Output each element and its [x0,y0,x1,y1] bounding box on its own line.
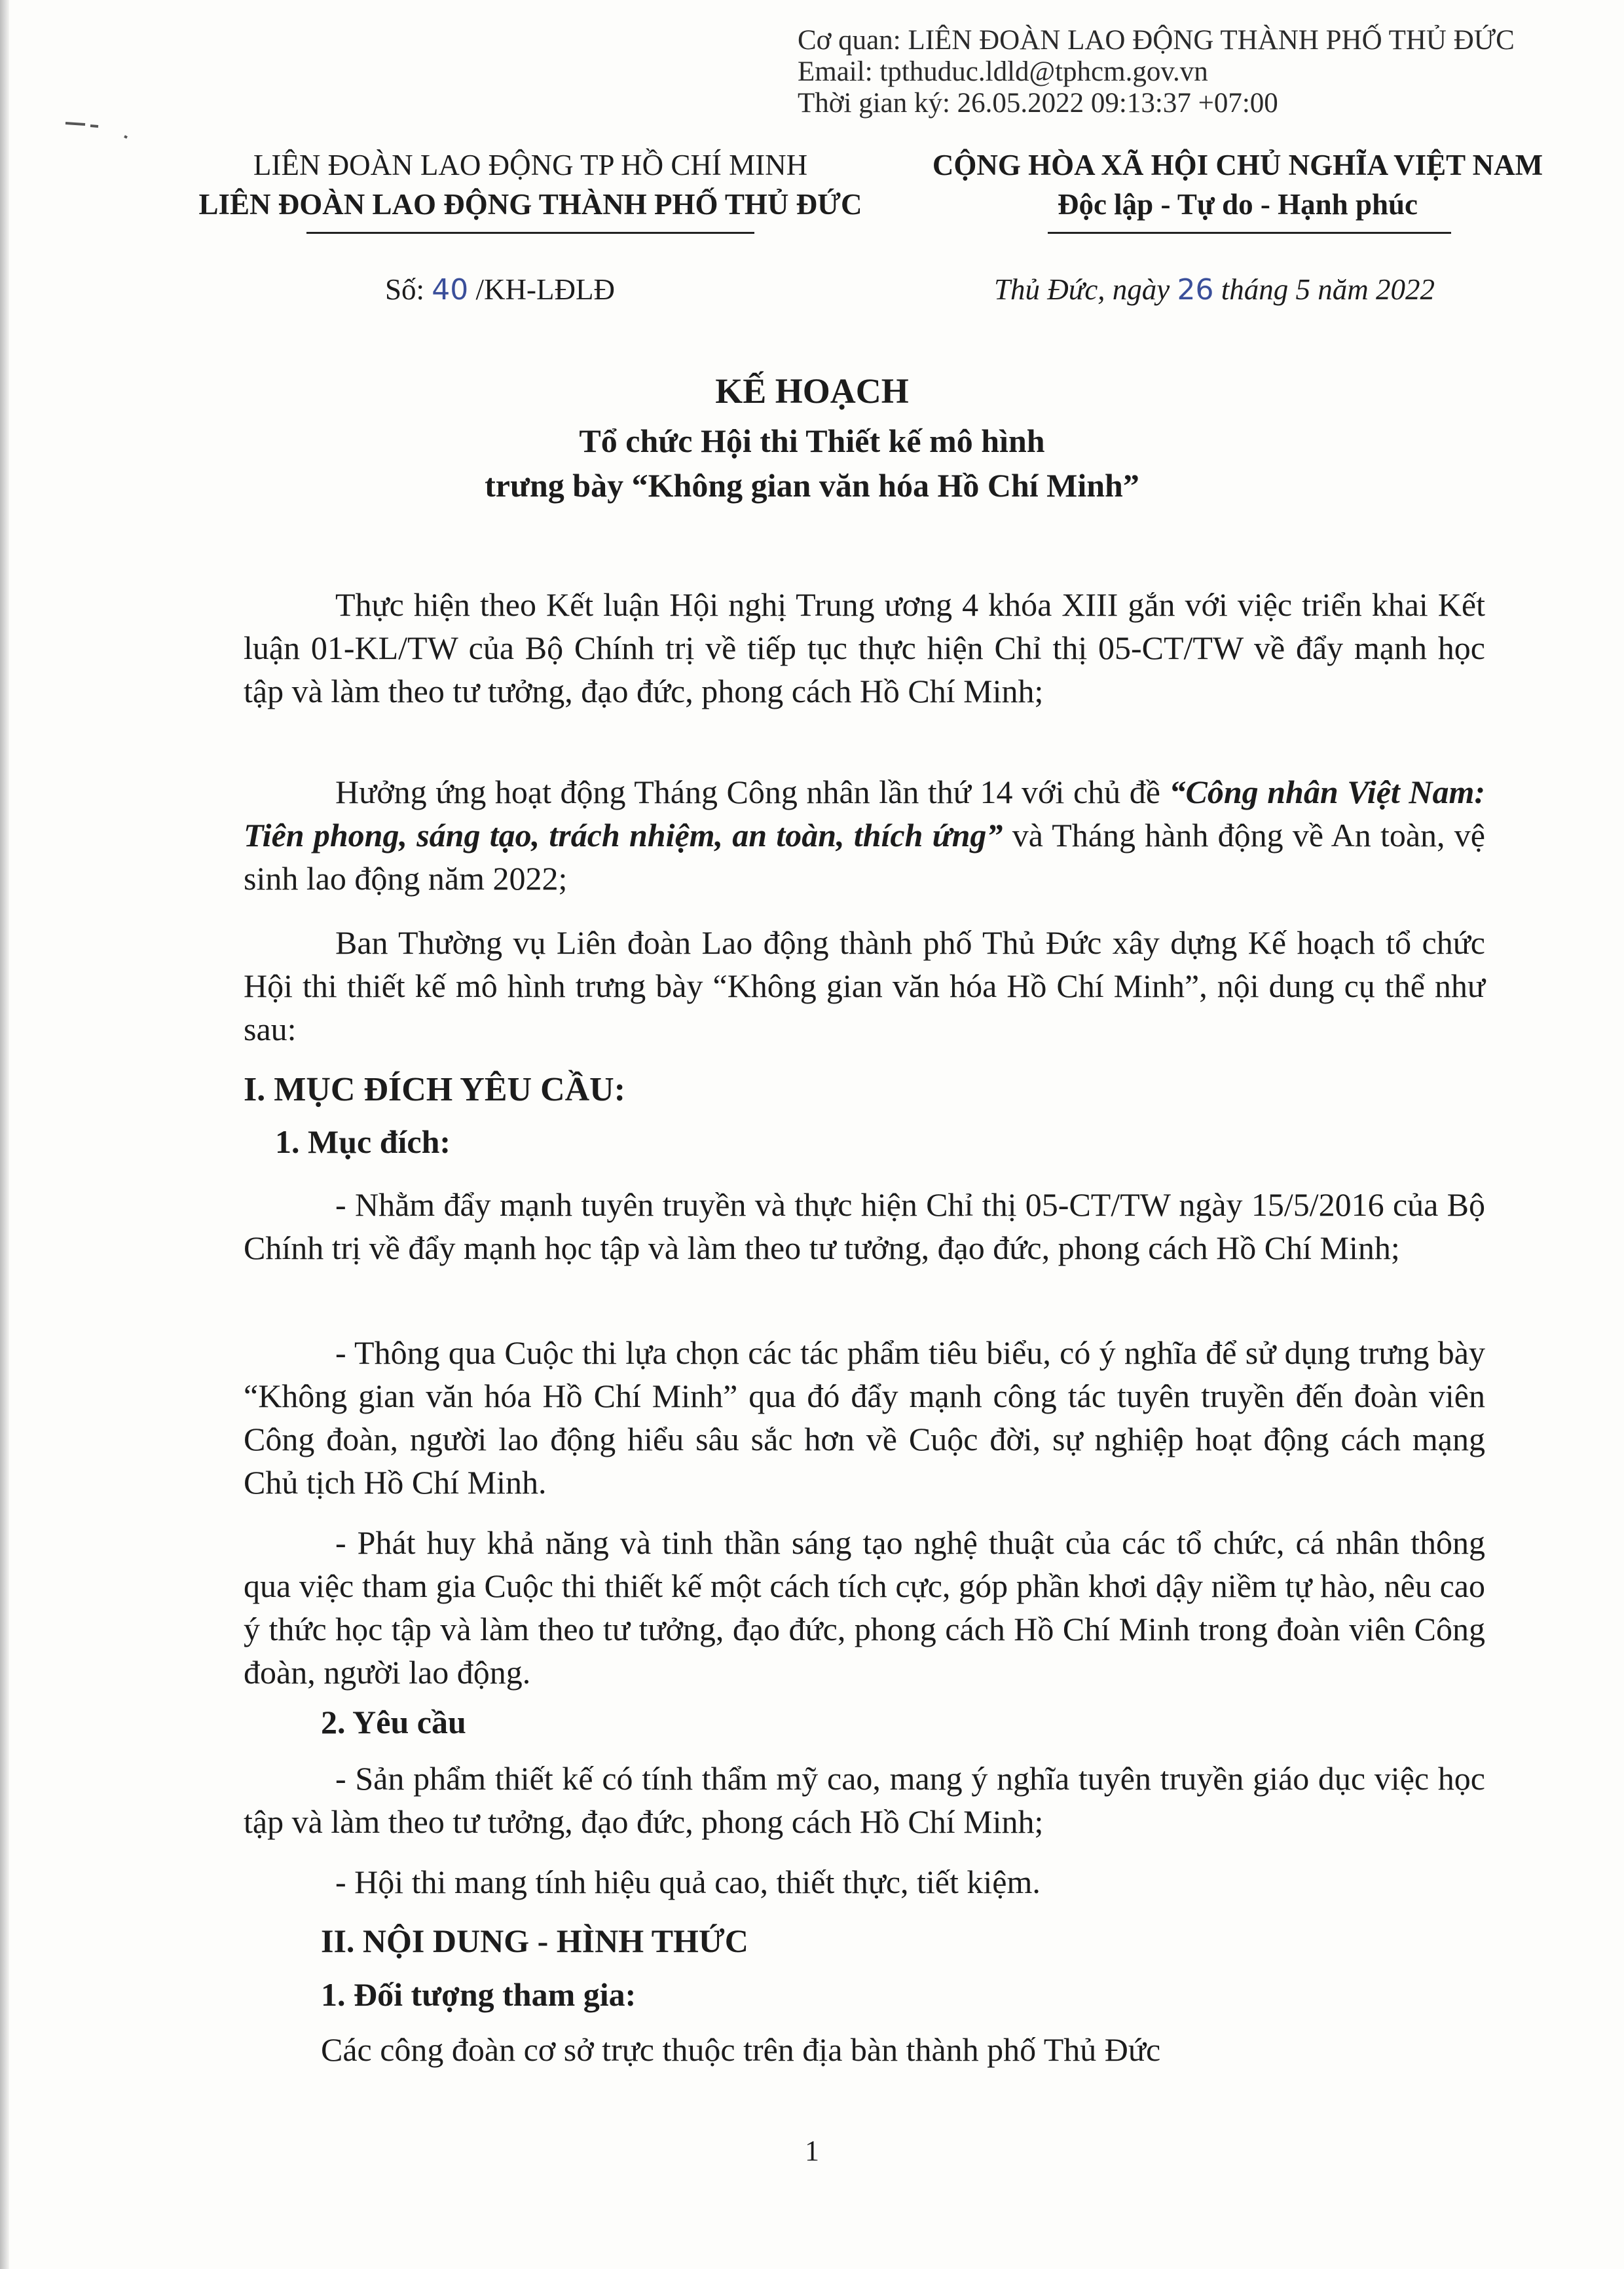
subheading-purpose: 1. Mục đích: [275,1123,451,1160]
motto-underline [1048,232,1451,234]
paragraph-5: - Thông qua Cuộc thi lựa chọn các tác phẩm tiêu biểu, có ý nghĩa để sử dụng trưng bày “Không gian văn hóa Hồ Chí Minh” qua đó đẩy mạnh công tác tuyên truyền đến đoàn viên Công đoàn, người lao động hiểu sâu sắc hơn về Cuộc đời, sự nghiệp hoạt động cách mạng Chủ tịch Hồ Chí Minh. [244,1334,1485,1501]
document-subtitle-1: Tổ chức Hội thi Thiết kế mô hình [579,422,1045,459]
paragraph-4: - Nhằm đẩy mạnh tuyên truyền và thực hiện Chỉ thị 05-CT/TW ngày 15/5/2016 của Bộ Chính trị về đẩy mạnh học tập và làm theo tư tưởng, đạo đức, phong cách Hồ Chí Minh; [244,1186,1485,1266]
paragraph-3: Ban Thường vụ Liên đoàn Lao động thành phố Thủ Đức xây dựng Kế hoạch tổ chức Hội thi thiết kế mô hình trưng bày “Không gian văn hóa Hồ Chí Minh”, nội dung cụ thể như sau: [244,924,1485,1047]
paragraph-2-end: và Tháng hành động về An toàn, vệ sinh lao động năm 2022; [244,817,1485,897]
digital-signature-block [798,25,1515,119]
date-suffix: tháng 5 năm 2022 [1221,273,1435,306]
number-handwritten: 40 [432,273,469,307]
page-number: 1 [805,2135,819,2167]
document-number [385,272,615,307]
paragraph-1: Thực hiện theo Kết luận Hội nghị Trung ương 4 khóa XIII gắn với việc triển khai Kết luận 01-KL/TW của Bộ Chính trị về tiếp tục thực hiện Chỉ thị 05-CT/TW về đẩy mạnh học tập và làm theo tư tưởng, đạo đức, phong cách Hồ Chí Minh; [244,586,1485,709]
scan-edge-shadow [0,0,9,2269]
paragraph-7: - Sản phẩm thiết kế có tính thẩm mỹ cao, mang ý nghĩa tuyên truyền giáo dục việc học tập và làm theo tư tưởng, đạo đức, phong cách Hồ Chí Minh; [244,1760,1485,1840]
signature-time: Thời gian ký: 26.05.2022 09:13:37 +07:00 [798,88,1278,119]
nation-name: CỘNG HÒA XÃ HỘI CHỦ NGHĨA VIỆT NAM [932,149,1543,181]
subheading-participants: 1. Đối tượng tham gia: [321,1976,637,2013]
paragraph-9: Các công đoàn cơ sở trực thuộc trên địa bàn thành phố Thủ Đức [321,2031,1161,2068]
section-heading-1: I. MỤC ĐÍCH YÊU CẦU: [244,1071,626,1108]
motto: Độc lập - Tự do - Hạnh phúc [1057,188,1418,221]
number-prefix: Số: [385,273,425,306]
paragraph-2 [244,770,1485,900]
document-date [994,272,1435,307]
document-title: KẾ HOẠCH [715,371,909,411]
subheading-requirements: 2. Yêu cầu [321,1704,466,1740]
document-subtitle-2: trưng bày “Không gian văn hóa Hồ Chí Minh” [485,467,1139,504]
paragraph-6: - Phát huy khả năng và tinh thần sáng tạo nghệ thuật của các tổ chức, cá nhân thông qua việc tham gia Cuộc thi thiết kế một cách tích cực, góp phần khơi dậy niềm tự hào, nêu cao ý thức học tập và làm theo tư tưởng, đạo đức, phong cách Hồ Chí Minh trong đoàn viên Công đoàn, người lao động. [244,1524,1485,1691]
signature-email: Email: tpthuduc.ldld@tphcm.gov.vn [798,56,1208,87]
date-prefix: Thủ Đức, ngày [994,273,1170,306]
scan-mark [59,111,138,144]
section-heading-2: II. NỘI DUNG - HÌNH THỨC [321,1922,748,1959]
org-parent: LIÊN ĐOÀN LAO ĐỘNG TP HỒ CHÍ MINH [253,149,808,181]
number-suffix: /KH-LĐLĐ [475,273,615,306]
paragraph-2-theme: “Công nhân Việt Nam: Tiên phong, sáng tạo, trách nhiệm, an toàn, thích ứng” [244,774,1486,853]
paragraph-8: - Hội thi mang tính hiệu quả cao, thiết thực, tiết kiệm. [335,1864,1041,1900]
org-underline [306,232,754,234]
paragraph-2-start: Hưởng ứng hoạt động Tháng Công nhân lần thứ 14 với chủ đề [335,774,1170,810]
date-day-handwritten: 26 [1177,273,1214,307]
org-name: LIÊN ĐOÀN LAO ĐỘNG THÀNH PHỐ THỦ ĐỨC [198,188,862,221]
signature-agency: Cơ quan: LIÊN ĐOÀN LAO ĐỘNG THÀNH PHỐ THỦ ĐỨC [798,25,1515,56]
